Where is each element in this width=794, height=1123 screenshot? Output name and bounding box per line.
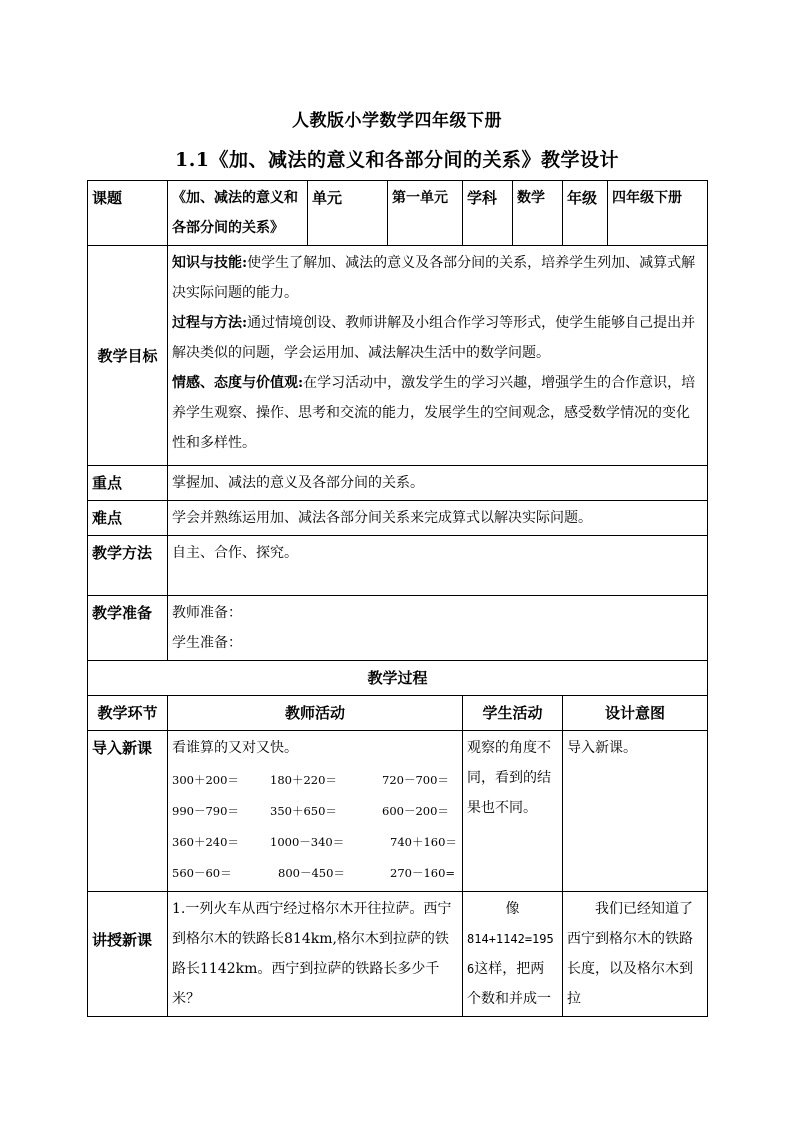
difficulty-label: 难点 <box>88 501 168 536</box>
difficulty-text: 学会并熟练运用加、减法各部分间关系来完成算式以解决实际问题。 <box>168 501 708 536</box>
col-student-header: 学生活动 <box>463 696 563 731</box>
expression: 600－200＝ <box>382 804 449 818</box>
intro-student-activity: 观察的角度不同，看到的结果也不同。 <box>463 731 563 892</box>
goal-knowledge: 知识与技能:使学生了解加、减法的意义及各部分间的关系，培养学生列加、减算式解决实际问题的能力。 <box>172 255 696 301</box>
col-intent-header: 设计意图 <box>563 696 708 731</box>
unit-label: 单元 <box>308 181 388 246</box>
document-title: 人教版小学数学四年级下册 <box>292 111 502 131</box>
col-stage-header: 教学环节 <box>88 696 168 731</box>
expression: 720－700＝ <box>382 773 449 787</box>
expression: 1000－340＝ <box>270 835 345 849</box>
key-point-text: 掌握加、减法的意义及各部分间的关系。 <box>168 466 708 501</box>
subject-label: 学科 <box>463 181 513 246</box>
expression: 800－450＝ <box>278 866 345 880</box>
goal-process: 过程与方法:通过情境创设、教师讲解及小组合作学习等形式，使学生能够自己提出并解决类似的问题，学会运用加、减法解决生活中的数学问题。 <box>172 315 696 361</box>
expression-grid <box>172 765 458 889</box>
method-text: 自主、合作、探究。 <box>168 536 708 596</box>
prep-label: 教学准备 <box>88 596 168 661</box>
goals-label: 教学目标 <box>88 246 168 466</box>
grade-value: 四年级下册 <box>608 181 708 246</box>
lecture-stage: 讲授新课 <box>88 892 168 1017</box>
expression: 740＋160＝ <box>390 835 457 849</box>
intro-lead: 看谁算的又对又快。 <box>172 740 298 756</box>
lecture-teacher-activity: 1.一列火车从西宁经过格尔木开往拉萨。西宁到格尔木的铁路长814km,格尔木到拉萨的铁路长1142km。西宁到拉萨的铁路长多少千米？ <box>168 892 463 1017</box>
unit-value: 第一单元 <box>388 181 463 246</box>
subject-value: 数学 <box>513 181 563 246</box>
key-point-label: 重点 <box>88 466 168 501</box>
process-title: 教学过程 <box>88 661 708 696</box>
lecture-student-activity: 像 814+1142=1956这样，把两个数和并成一 <box>463 892 563 1017</box>
expression: 990－790＝ <box>172 804 239 818</box>
lesson-plan-table <box>87 180 708 1017</box>
prep-student: 学生准备： <box>172 635 242 651</box>
intro-teacher-activity <box>168 731 463 892</box>
expression: 560－60＝ <box>172 866 232 880</box>
expression: 350＋650＝ <box>270 804 337 818</box>
prep-teacher: 教师准备： <box>172 605 242 621</box>
method-label: 教学方法 <box>88 536 168 596</box>
expression: 360＋240＝ <box>172 835 239 849</box>
goal-attitude: 情感、态度与价值观:在学习活动中，激发学生的学习兴趣，增强学生的合作意识，培养学生观察、操作、思考和交流的能力，发展学生的空间观念，感受数学情况的变化性和多样性。 <box>172 375 696 451</box>
prep-content <box>168 596 708 661</box>
topic-value: 《加、减法的意义和各部分间的关系》 <box>168 181 308 246</box>
expression: 270－160= <box>390 866 456 880</box>
grade-label: 年级 <box>563 181 608 246</box>
lecture-intent: 我们已经知道了西宁到格尔木的铁路长度，以及格尔木到拉 <box>563 892 708 1017</box>
goals-content <box>168 246 708 466</box>
col-teacher-header: 教师活动 <box>168 696 463 731</box>
expression: 180＋220＝ <box>270 773 337 787</box>
topic-label: 课题 <box>88 181 168 246</box>
expression: 300＋200＝ <box>172 773 239 787</box>
intro-intent: 导入新课。 <box>563 731 708 892</box>
document-subtitle: 1.1《加、减法的意义和各部分间的关系》教学设计 <box>174 149 620 171</box>
intro-stage: 导入新课 <box>88 731 168 892</box>
